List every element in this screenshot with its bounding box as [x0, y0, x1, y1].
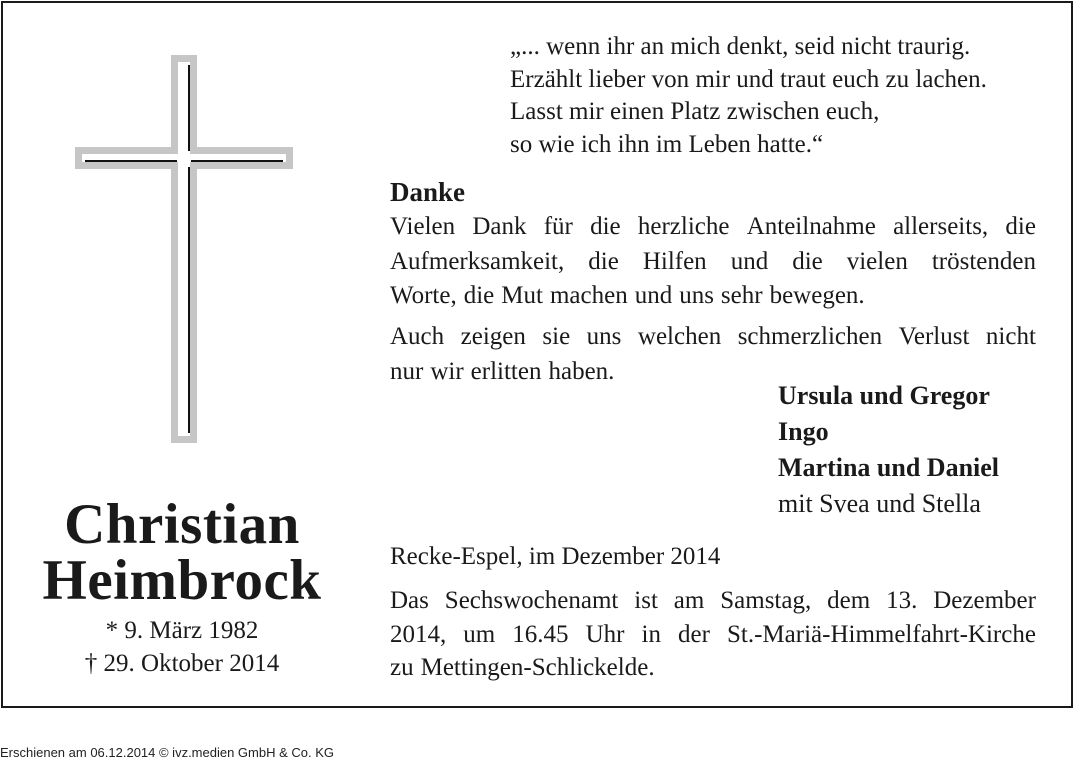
word: sehr [720, 282, 763, 309]
word: zu [390, 654, 414, 681]
obituary-notice [1, 1, 1073, 708]
word: dem [827, 587, 871, 614]
word: allerseits, [893, 213, 989, 240]
death-date: † 29. Oktober 2014 [84, 650, 280, 677]
quote-line: Erzählt lieber von mir und traut euch zu lachen. [510, 65, 987, 93]
cross-icon [75, 55, 293, 443]
quote-line: Lasst mir einen Platz zwischen euch, [510, 98, 880, 125]
birth-date: * 9. März 1982 [105, 617, 259, 644]
word: am [673, 587, 705, 614]
word: vielen [846, 247, 908, 275]
quote-line: so wie ich ihn im Leben hatte.“ [510, 130, 824, 158]
service-line [390, 651, 1036, 685]
word: nur [390, 357, 424, 385]
word: Das [390, 587, 429, 614]
word: ist [634, 587, 658, 614]
signer-line: mit Svea und Stella [778, 489, 981, 518]
word: welchen [637, 323, 722, 350]
word: Mut [501, 282, 543, 309]
thanks-line [390, 210, 1036, 245]
word: schmerzlichen [737, 323, 883, 350]
word: 16.45 [512, 620, 569, 648]
word: machen [549, 282, 628, 309]
signer-line: Ursula und Gregor [778, 381, 990, 410]
word: Worte, [390, 282, 457, 309]
word: und [730, 247, 769, 275]
thanks-paragraph-1 [390, 210, 1036, 314]
word: bewegen. [769, 282, 865, 309]
word: Mettingen-Schlickelde. [420, 654, 655, 681]
word: Dank [472, 213, 527, 240]
deceased-first-name: Christian [64, 493, 300, 556]
thanks-line [390, 279, 1036, 314]
word: herzliche [637, 213, 730, 240]
signer-line: Martina und Daniel [778, 453, 1000, 482]
word: erlitten [470, 357, 542, 385]
word: die [463, 282, 495, 309]
deceased-last-name: Heimbrock [42, 549, 322, 612]
word: Anteilnahme [746, 213, 876, 240]
signer-line: Ingo [778, 417, 829, 446]
word: Verlust [898, 323, 970, 350]
word: nicht [985, 323, 1036, 350]
quote-line: „... wenn ihr an mich denkt, seid nicht traurig. [510, 33, 971, 60]
word: Aufmerksamkeit, [390, 247, 565, 275]
word: wir [430, 357, 464, 385]
word: die [590, 213, 621, 240]
word: 13. [886, 587, 918, 614]
word: die [792, 247, 823, 275]
word: um [463, 620, 496, 648]
word: 2014, [390, 620, 447, 648]
word: der [678, 620, 710, 648]
word: Auch [390, 323, 445, 350]
word: Samstag, [720, 587, 812, 614]
thanks-line [390, 320, 1036, 355]
publication-footer: Erschienen am 06.12.2014 © ivz.medien GmbH & Co. KG [0, 745, 335, 760]
service-line [390, 584, 1036, 618]
word: Hilfen [642, 247, 707, 275]
word: in [641, 620, 661, 648]
word: und [634, 282, 673, 309]
word: haben. [548, 357, 615, 385]
word: tröstenden [931, 247, 1036, 275]
service-info [390, 584, 1036, 685]
quote-block [510, 31, 1060, 161]
word: sie [542, 323, 571, 350]
signers-block [778, 378, 999, 522]
word: Sechswochenamt [444, 587, 619, 614]
place-date: Recke-Espel, im Dezember 2014 [390, 543, 721, 570]
word: zeigen [460, 323, 526, 350]
word: uns [586, 323, 622, 350]
word: uns [679, 282, 714, 309]
thanks-heading: Danke [390, 177, 466, 207]
word: St.-Mariä-Himmelfahrt-Kirche [727, 620, 1036, 648]
word: Dezember [933, 587, 1036, 614]
word: die [588, 247, 619, 275]
thanks-line [390, 245, 1036, 280]
service-line [390, 618, 1036, 652]
word: Uhr [585, 620, 625, 648]
word: die [1005, 213, 1036, 240]
word: Vielen [390, 213, 456, 240]
word: für [543, 213, 573, 240]
